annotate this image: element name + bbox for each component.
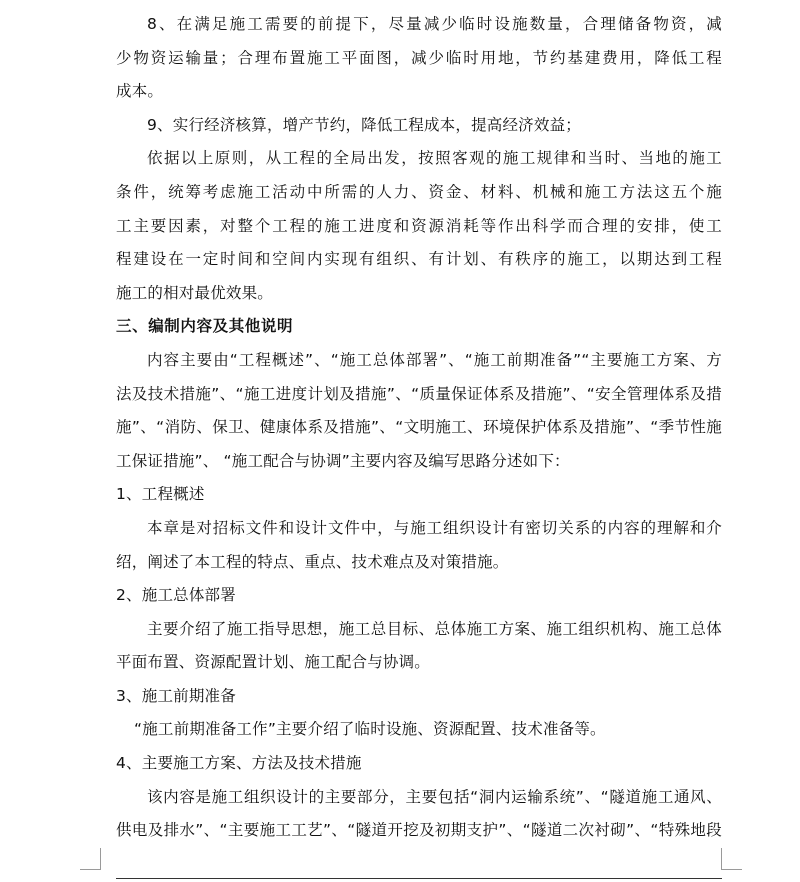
text-line: 平面布置、资源配置计划、施工配合与协调。 [116,653,431,672]
text-line: 条件，统筹考虑施工活动中所需的人力、资金、材料、机械和施工方法这五个施 [116,182,722,201]
text-line: 施”、“消防、保卫、健康体系及措施”、“文明施工、环境保护体系及措施”、“季节性施 [116,418,722,437]
crop-mark-right-vertical [721,848,722,870]
text-line: 成本。 [116,82,164,101]
text-line: 主要介绍了施工指导思想，施工总目标、总体施工方案、施工组织机构、施工总体 [147,619,722,638]
text-line: 9、实行经济核算，增产节约，降低工程成本，提高经济效益； [147,115,581,134]
section-heading: 三、编制内容及其他说明 [116,317,294,336]
text-line: 4、主要施工方案、方法及技术措施 [116,754,362,773]
text-line: 少物资运输量；合理布置施工平面图，减少临时用地，节约基建费用，降低工程 [116,48,722,67]
crop-mark-left-vertical [100,848,101,870]
text-line: 3、施工前期准备 [116,686,236,705]
crop-mark-right-horizontal [721,869,742,870]
text-line: 内容主要由“工程概述”、“施工总体部署”、“施工前期准备”“主要施工方案、方 [147,350,722,369]
document-body [116,8,722,848]
text-line: 供电及排水”、“主要施工工艺”、“隧道开挖及初期支护”、“隧道二次衬砌”、“特殊地段 [116,821,722,840]
text-line: 法及技术措施”、“施工进度计划及措施”、“质量保证体系及措施”、“安全管理体系及措 [116,384,722,403]
text-line: 绍，阐述了本工程的特点、重点、技术难点及对策措施。 [116,552,509,571]
text-line: 2、施工总体部署 [116,586,236,605]
footer-rule [116,878,722,879]
text-line: 依据以上原则，从工程的全局出发，按照客观的施工规律和当时、当地的施工 [147,149,722,168]
text-line: 程建设在一定时间和空间内实现有组织、有计划、有秩序的施工，以期达到工程 [116,250,722,269]
text-line: “施工前期准备工作”主要介绍了临时设施、资源配置、技术准备等。 [134,720,606,739]
crop-mark-left-horizontal [80,869,101,870]
text-line: 工主要因素，对整个工程的施工进度和资源消耗等作出科学而合理的安排，使工 [116,216,722,235]
text-line: 工保证措施”、 “施工配合与协调”主要内容及编写思路分述如下： [116,451,570,470]
text-line: 施工的相对最优效果。 [116,283,274,302]
text-line: 该内容是施工组织设计的主要部分，主要包括“洞内运输系统”、“隧道施工通风、 [147,787,722,806]
text-line: 本章是对招标文件和设计文件中，与施工组织设计有密切关系的内容的理解和介 [147,518,722,537]
text-line: 1、工程概述 [116,485,205,504]
text-line: 8、在满足施工需要的前提下，尽量减少临时设施数量，合理储备物资，减 [147,15,722,33]
